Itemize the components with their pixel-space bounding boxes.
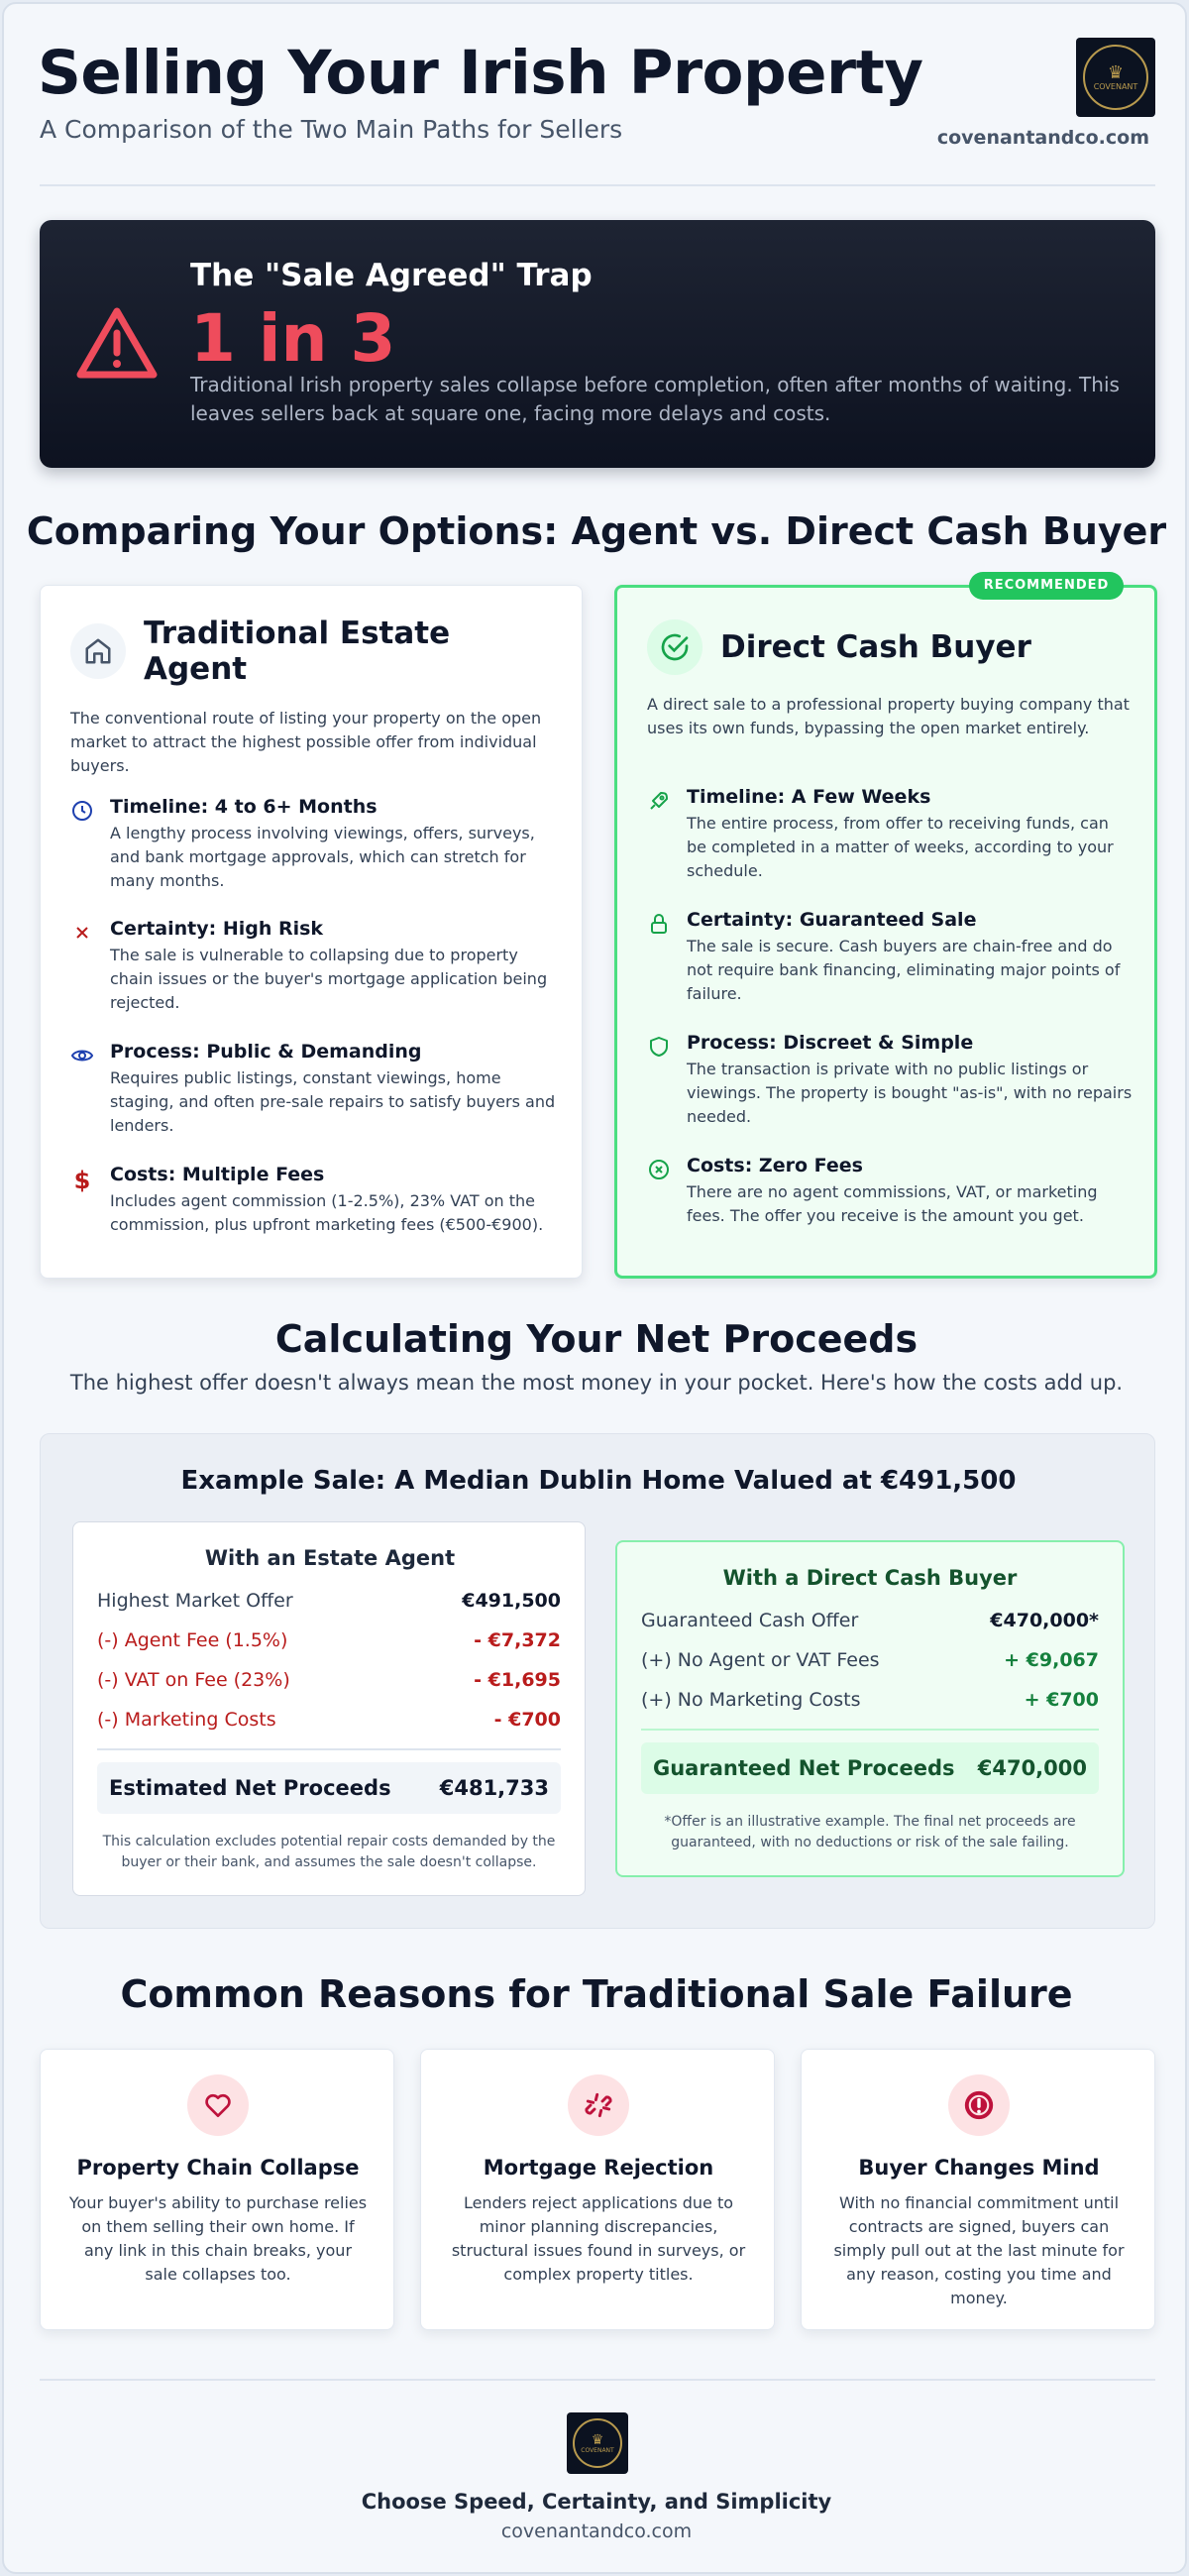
- footer-tagline: Choose Speed, Certainty, and Simplicity: [361, 2490, 832, 2514]
- reason-title: Mortgage Rejection: [483, 2156, 714, 2180]
- net-value: €470,000: [977, 1756, 1087, 1780]
- calc-row: [97, 1629, 561, 1651]
- heart-icon: [187, 2074, 249, 2136]
- footer-logo[interactable]: [567, 2412, 628, 2474]
- no-fee-icon: [647, 1158, 671, 1185]
- reason-title: Buyer Changes Mind: [858, 2156, 1100, 2180]
- calc-row: [641, 1649, 1099, 1671]
- page-title: Selling Your Irish Property: [38, 38, 923, 108]
- agent-feature-text: A lengthy process involving viewings, offers, surveys, and bank mortgage approvals, which can stretch for many months.: [110, 824, 535, 890]
- calc-subheading: The highest offer doesn't always mean the most money in your pocket. Here's how the costs add up.: [69, 1371, 1124, 1395]
- cash-feature-text: The sale is secure. Cash buyers are chain-free and do not require bank financing, eliminating major points of failure.: [687, 937, 1121, 1003]
- agent-net-proceeds: [97, 1762, 561, 1814]
- calc-divider: [97, 1748, 561, 1750]
- footer-divider: [40, 2379, 1155, 2381]
- agent-feature-text: Requires public listings, constant viewings, home staging, and often pre-sale repairs to satisfy buyers and lenders.: [110, 1068, 556, 1135]
- trap-text: Traditional Irish property sales collapse before completion, often after months of waiting. This leaves sellers back at square one, facing more delays and costs.: [190, 373, 1120, 425]
- footer-site-url[interactable]: covenantandco.com: [500, 2520, 693, 2542]
- cash-calc-title: With a Direct Cash Buyer: [722, 1566, 1018, 1590]
- rocket-icon: [647, 789, 671, 817]
- check-circle-icon: [647, 619, 703, 675]
- logo-text: COVENANT: [1093, 81, 1138, 91]
- example-sale-title: Example Sale: A Median Dublin Home Valued at €491,500: [180, 1466, 1017, 1496]
- logo-seal: [573, 2418, 622, 2468]
- agent-feature-title: Certainty: High Risk: [110, 918, 324, 940]
- calc-row: [97, 1669, 561, 1691]
- agent-feature-title: Costs: Multiple Fees: [110, 1164, 325, 1185]
- example-sale-box: [40, 1433, 1155, 1929]
- cash-feature-title: Timeline: A Few Weeks: [687, 786, 931, 808]
- logo-mark-icon: ♛: [591, 2431, 604, 2448]
- agent-calc-card: [72, 1521, 586, 1896]
- cash-feature-title: Process: Discreet & Simple: [687, 1032, 974, 1054]
- page-subtitle: A Comparison of the Two Main Paths for Sellers: [40, 115, 623, 144]
- site-url[interactable]: covenantandco.com: [936, 127, 1149, 149]
- logo-text: COVENANT: [581, 2446, 614, 2454]
- reason-card: [40, 2049, 394, 2330]
- lock-icon: [647, 912, 671, 940]
- agent-calc-title: With an Estate Agent: [204, 1546, 456, 1570]
- agent-feature-title: Process: Public & Demanding: [110, 1041, 422, 1063]
- alert-circle-icon: [948, 2074, 1010, 2136]
- agent-feature-title: Timeline: 4 to 6+ Months: [110, 796, 378, 818]
- calc-row: [97, 1709, 561, 1731]
- x-icon: [70, 921, 94, 949]
- net-label: Estimated Net Proceeds: [109, 1776, 391, 1800]
- calc-row-label: (+) No Marketing Costs: [641, 1689, 861, 1711]
- cash-feature-text: The transaction is private with no public listings or viewings. The property is bought "as-is", with no repairs needed.: [687, 1060, 1133, 1126]
- warning-icon: [75, 305, 159, 385]
- direct-cash-buyer-card: [614, 585, 1157, 1279]
- calc-row-label: (-) Marketing Costs: [97, 1709, 276, 1731]
- agent-feature-text: Includes agent commission (1-2.5%), 23% VAT on the commission, plus upfront marketing fees (€500-€900).: [110, 1191, 544, 1234]
- sale-agreed-trap-banner: [40, 220, 1155, 468]
- calc-row-value: + €700: [1024, 1689, 1099, 1711]
- calc-row-value: - €7,372: [474, 1629, 561, 1651]
- calc-row-label: Highest Market Offer: [97, 1590, 293, 1612]
- cash-net-proceeds: [641, 1742, 1099, 1794]
- reasons-heading: Common Reasons for Traditional Sale Failure: [120, 1972, 1073, 2016]
- eye-icon: [70, 1044, 94, 1071]
- reason-card: [420, 2049, 775, 2330]
- agent-feature-text: The sale is vulnerable to collapsing due to property chain issues or the buyer's mortgage application being rejected.: [110, 946, 548, 1012]
- trap-stat: 1 in 3: [190, 300, 396, 377]
- cash-feature-text: There are no agent commissions, VAT, or marketing fees. The offer you receive is the amount you get.: [687, 1182, 1098, 1225]
- calc-row-label: (+) No Agent or VAT Fees: [641, 1649, 880, 1671]
- calc-row-label: (-) Agent Fee (1.5%): [97, 1629, 288, 1651]
- page: [2, 2, 1187, 2574]
- calc-heading: Calculating Your Net Proceeds: [274, 1317, 919, 1361]
- dollar-icon: $: [73, 1167, 91, 1194]
- header-divider: [40, 184, 1155, 186]
- calc-row-value: €491,500: [462, 1590, 561, 1612]
- agent-card-title: Traditional Estate Agent: [144, 616, 451, 687]
- reason-title: Property Chain Collapse: [76, 2156, 360, 2180]
- calc-row-value: + €9,067: [1004, 1649, 1099, 1671]
- cash-calc-note: *Offer is an illustrative example. The final net proceeds are guaranteed, with no deductions or risk of the sale failing.: [664, 1814, 1076, 1850]
- net-value: €481,733: [439, 1776, 549, 1800]
- calc-row: [641, 1610, 1099, 1631]
- cash-feature-title: Costs: Zero Fees: [687, 1155, 863, 1176]
- clock-icon: [70, 799, 94, 827]
- net-label: Guaranteed Net Proceeds: [653, 1756, 955, 1780]
- broken-link-icon: [568, 2074, 629, 2136]
- calc-row-value: - €700: [493, 1709, 561, 1731]
- reason-text: Your buyer's ability to purchase relies on them selling their own home. If any link in this chain breaks, your sale collapses too.: [68, 2193, 368, 2284]
- logo-mark-icon: ♛: [1107, 61, 1125, 83]
- reason-card: [801, 2049, 1155, 2330]
- cash-card-desc: A direct sale to a professional property buying company that uses its own funds, bypassing the open market entirely.: [647, 695, 1130, 737]
- reason-text: Lenders reject applications due to minor planning discrepancies, structural issues found in surveys, or complex property titles.: [451, 2193, 746, 2284]
- comparison-heading: Comparing Your Options: Agent vs. Direct Cash Buyer: [26, 509, 1167, 553]
- cash-feature-text: The entire process, from offer to receiving funds, can be completed in a matter of weeks, according to your schedule.: [687, 814, 1114, 880]
- calc-row-value: - €1,695: [474, 1669, 561, 1691]
- agent-card-desc: The conventional route of listing your property on the open market to attract the highest possible offer from individual buyers.: [70, 709, 542, 775]
- logo-seal: [1083, 45, 1148, 110]
- home-icon: [70, 623, 126, 679]
- calc-row: [97, 1590, 561, 1612]
- calc-divider: [641, 1729, 1099, 1731]
- recommended-badge: RECOMMENDED: [969, 572, 1124, 600]
- calc-row-label: (-) VAT on Fee (23%): [97, 1669, 290, 1691]
- trap-heading: The "Sale Agreed" Trap: [190, 258, 593, 293]
- calc-row-label: Guaranteed Cash Offer: [641, 1610, 859, 1631]
- reason-text: With no financial commitment until contracts are signed, buyers can simply pull out at the last minute for any reason, costing you time and money.: [833, 2193, 1125, 2307]
- cash-feature-title: Certainty: Guaranteed Sale: [687, 909, 977, 931]
- shield-icon: [647, 1035, 671, 1063]
- cash-card-title: Direct Cash Buyer: [720, 629, 1031, 665]
- company-logo[interactable]: [1076, 38, 1155, 117]
- calc-row-value: €470,000*: [990, 1610, 1099, 1631]
- cash-calc-card: [615, 1540, 1125, 1877]
- agent-calc-note: This calculation excludes potential repair costs demanded by the buyer or their bank, and assumes the sale doesn't collapse.: [102, 1834, 556, 1870]
- estate-agent-card: [40, 585, 583, 1279]
- calc-row: [641, 1689, 1099, 1711]
